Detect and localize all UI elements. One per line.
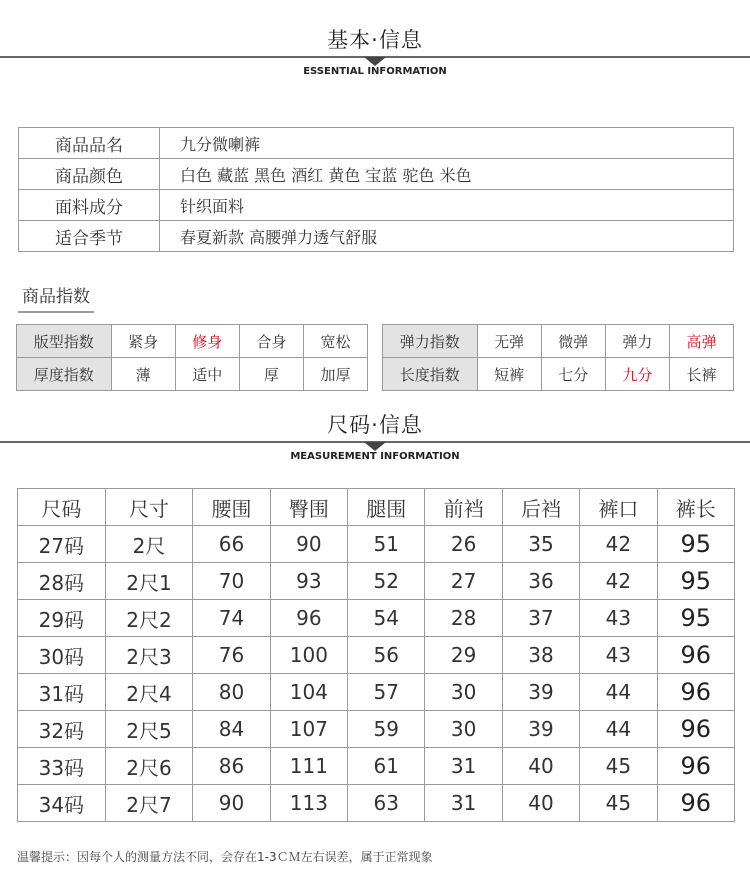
size-cell: 57 <box>348 674 425 711</box>
index-option: 宽松 <box>303 325 367 358</box>
index-option-selected: 修身 <box>175 325 239 358</box>
basic-info-label: 面料成分 <box>19 190 160 221</box>
size-cell: 96 <box>657 785 734 822</box>
index-option: 加厚 <box>303 358 367 391</box>
size-cell: 95 <box>657 526 734 563</box>
size-cell: 30 <box>425 674 502 711</box>
size-cell: 31码 <box>18 674 106 711</box>
size-cell: 28码 <box>18 563 106 600</box>
divider-notch-icon <box>364 442 386 451</box>
size-cell: 44 <box>580 674 657 711</box>
size-cell: 28 <box>425 600 502 637</box>
size-column-header: 腰围 <box>193 489 270 526</box>
size-chart-table <box>17 488 735 822</box>
index-option: 无弹 <box>477 325 541 358</box>
size-cell: 66 <box>193 526 270 563</box>
size-cell: 70 <box>193 563 270 600</box>
index-label: 长度指数 <box>383 358 478 391</box>
basic-info-row <box>19 221 734 252</box>
size-cell: 56 <box>348 637 425 674</box>
size-cell: 111 <box>270 748 347 785</box>
basic-info-row <box>19 159 734 190</box>
size-cell: 43 <box>580 637 657 674</box>
index-option-selected: 高弹 <box>669 325 733 358</box>
size-cell: 36 <box>502 563 579 600</box>
index-label: 厚度指数 <box>17 358 112 391</box>
basic-info-label: 商品颜色 <box>19 159 160 190</box>
size-cell: 26 <box>425 526 502 563</box>
index-row <box>17 358 368 391</box>
size-cell: 95 <box>657 600 734 637</box>
basic-info-label: 适合季节 <box>19 221 160 252</box>
index-label: 弹力指数 <box>383 325 478 358</box>
size-cell: 93 <box>270 563 347 600</box>
basic-info-title: 基本·信息 <box>327 28 423 52</box>
size-cell: 74 <box>193 600 270 637</box>
size-cell: 32码 <box>18 711 106 748</box>
index-option: 合身 <box>239 325 303 358</box>
index-option: 厚 <box>239 358 303 391</box>
divider-notch-icon <box>364 57 386 66</box>
size-cell: 95 <box>657 563 734 600</box>
size-column-header: 后裆 <box>502 489 579 526</box>
size-cell: 51 <box>348 526 425 563</box>
size-cell: 40 <box>502 748 579 785</box>
index-table-right <box>382 324 734 391</box>
size-cell: 29 <box>425 637 502 674</box>
basic-info-value: 春夏新款 高腰弹力透气舒服 <box>160 221 734 252</box>
size-cell: 42 <box>580 526 657 563</box>
measurement-subtitle: MEASUREMENT INFORMATION <box>290 451 460 462</box>
size-column-header: 尺码 <box>18 489 106 526</box>
size-cell: 63 <box>348 785 425 822</box>
size-cell: 29码 <box>18 600 106 637</box>
index-row <box>17 325 368 358</box>
size-cell: 33码 <box>18 748 106 785</box>
index-table-left <box>16 324 368 391</box>
basic-info-value: 九分微喇裤 <box>160 128 734 159</box>
size-column-header: 裤长 <box>657 489 734 526</box>
size-cell: 2尺5 <box>105 711 193 748</box>
size-row <box>18 711 735 748</box>
size-cell: 104 <box>270 674 347 711</box>
index-label: 版型指数 <box>17 325 112 358</box>
size-cell: 59 <box>348 711 425 748</box>
size-column-header: 裤口 <box>580 489 657 526</box>
index-option: 七分 <box>541 358 605 391</box>
size-cell: 27 <box>425 563 502 600</box>
size-cell: 40 <box>502 785 579 822</box>
index-option: 长裤 <box>669 358 733 391</box>
size-cell: 45 <box>580 748 657 785</box>
size-cell: 38 <box>502 637 579 674</box>
size-cell: 76 <box>193 637 270 674</box>
size-cell: 90 <box>270 526 347 563</box>
index-option: 薄 <box>111 358 175 391</box>
size-cell: 2尺2 <box>105 600 193 637</box>
size-cell: 113 <box>270 785 347 822</box>
size-cell: 2尺1 <box>105 563 193 600</box>
size-row <box>18 748 735 785</box>
size-row <box>18 674 735 711</box>
size-cell: 39 <box>502 674 579 711</box>
size-cell: 52 <box>348 563 425 600</box>
size-cell: 96 <box>657 748 734 785</box>
index-option: 弹力 <box>605 325 669 358</box>
size-row <box>18 526 735 563</box>
product-index-title: 商品指数 <box>18 282 94 313</box>
size-column-header: 腿围 <box>348 489 425 526</box>
index-row <box>383 325 734 358</box>
size-cell: 80 <box>193 674 270 711</box>
size-cell: 44 <box>580 711 657 748</box>
size-column-header: 尺寸 <box>105 489 193 526</box>
size-cell: 30码 <box>18 637 106 674</box>
basic-info-row <box>19 190 734 221</box>
size-cell: 96 <box>657 674 734 711</box>
size-cell: 90 <box>193 785 270 822</box>
index-option: 微弹 <box>541 325 605 358</box>
size-cell: 34码 <box>18 785 106 822</box>
size-cell: 43 <box>580 600 657 637</box>
size-cell: 100 <box>270 637 347 674</box>
basic-info-row <box>19 128 734 159</box>
index-option: 适中 <box>175 358 239 391</box>
size-cell: 84 <box>193 711 270 748</box>
size-cell: 2尺7 <box>105 785 193 822</box>
size-column-header: 前裆 <box>425 489 502 526</box>
size-cell: 31 <box>425 748 502 785</box>
size-cell: 2尺4 <box>105 674 193 711</box>
size-cell: 31 <box>425 785 502 822</box>
size-cell: 30 <box>425 711 502 748</box>
size-row <box>18 637 735 674</box>
size-cell: 96 <box>270 600 347 637</box>
basic-info-header <box>0 20 750 80</box>
basic-info-label: 商品品名 <box>19 128 160 159</box>
size-cell: 45 <box>580 785 657 822</box>
size-row <box>18 785 735 822</box>
size-cell: 2尺6 <box>105 748 193 785</box>
size-cell: 27码 <box>18 526 106 563</box>
basic-info-value: 白色 藏蓝 黑色 酒红 黄色 宝蓝 驼色 米色 <box>160 159 734 190</box>
index-option-selected: 九分 <box>605 358 669 391</box>
size-cell: 39 <box>502 711 579 748</box>
size-row <box>18 600 735 637</box>
size-cell: 2尺 <box>105 526 193 563</box>
measurement-title: 尺码·信息 <box>327 413 423 437</box>
size-cell: 86 <box>193 748 270 785</box>
size-cell: 54 <box>348 600 425 637</box>
size-row <box>18 563 735 600</box>
basic-info-table <box>18 127 734 252</box>
size-cell: 35 <box>502 526 579 563</box>
size-cell: 2尺3 <box>105 637 193 674</box>
basic-info-subtitle: ESSENTIAL INFORMATION <box>303 66 447 77</box>
measurement-note: 温馨提示：因每个人的测量方法不同，会存在1-3ＣＭ左右误差，属于正常现象 <box>17 850 433 864</box>
index-option: 紧身 <box>111 325 175 358</box>
size-cell: 42 <box>580 563 657 600</box>
measurement-header <box>0 405 750 465</box>
size-cell: 107 <box>270 711 347 748</box>
index-row <box>383 358 734 391</box>
size-cell: 37 <box>502 600 579 637</box>
size-cell: 96 <box>657 637 734 674</box>
basic-info-value: 针织面料 <box>160 190 734 221</box>
size-cell: 61 <box>348 748 425 785</box>
index-option: 短裤 <box>477 358 541 391</box>
size-header-row <box>18 489 735 526</box>
size-cell: 96 <box>657 711 734 748</box>
size-column-header: 臀围 <box>270 489 347 526</box>
